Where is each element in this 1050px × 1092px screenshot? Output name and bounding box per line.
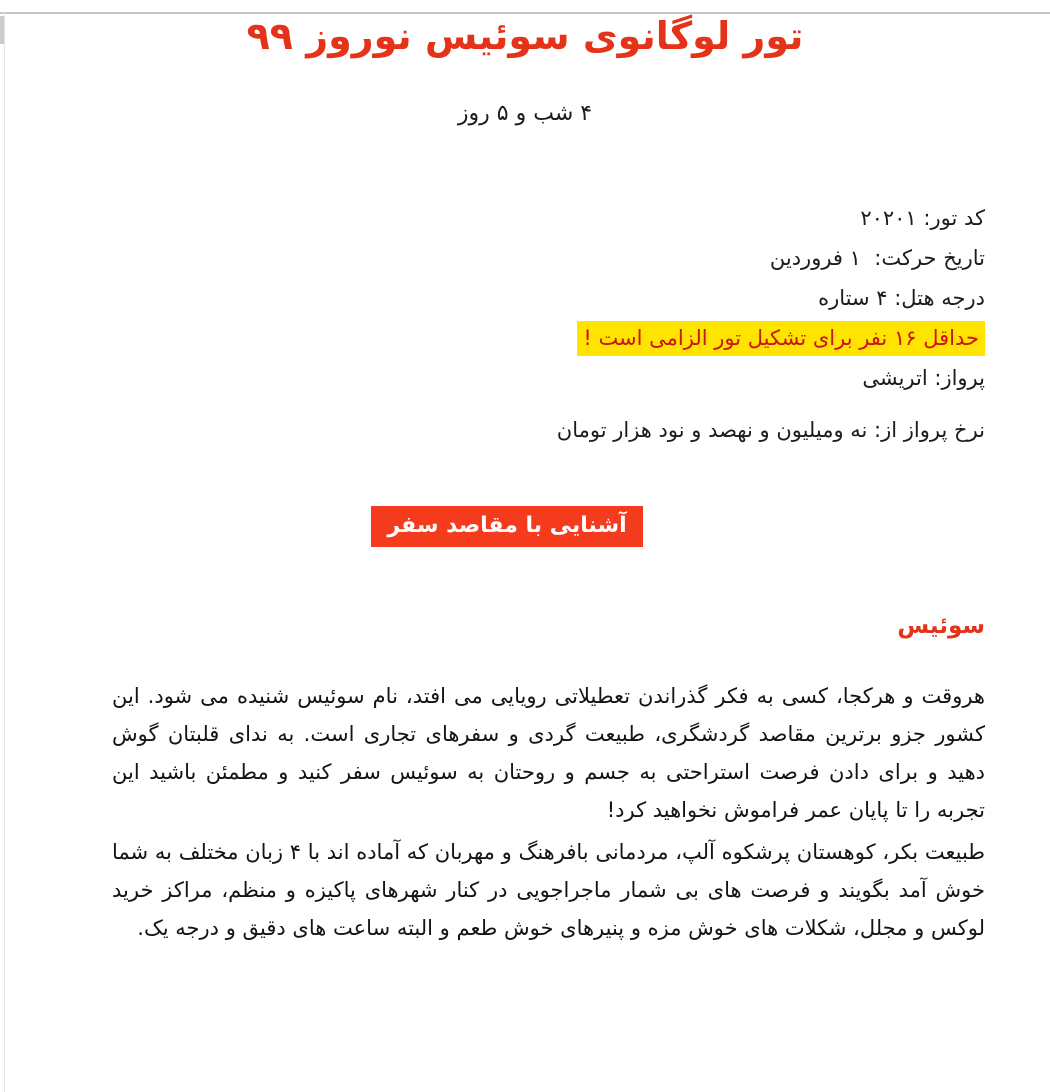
document-page bbox=[0, 12, 1050, 1092]
top-edge-line bbox=[0, 12, 1050, 14]
tour-code: کد تور: ۲۰۲۰۱ bbox=[860, 206, 985, 231]
banner-row bbox=[0, 506, 1050, 547]
departure-date: تاریخ حرکت: ۱ فروردین bbox=[769, 246, 985, 271]
hotel-grade: درجه هتل: ۴ ستاره bbox=[818, 286, 985, 311]
paragraph-1: هروقت و هرکجا، کسی به فکر گذراندن تعطیلاتی رویایی می افتد، نام سوئیس شنیده می شود. این کشور جزو برترین مقاصد گردشگری، طبیعت گردی و سفرهای تجاری است. به ندای قلبتان گوش دهید و برای دادن فرصت استراحتی به جسم و روحتان به سوئیس سفر کنید و مطمئن باشید این تجربه را تا پایان عمر فراموش نخواهید کرد! bbox=[112, 684, 985, 823]
paragraph-2: طبیعت بکر، کوهستان پرشکوه آلپ، مردمانی بافرهنگ و مهربان که آماده اند با ۴ زبان مختلف به شما خوش آمد بگویند و فرصت های بی شمار ماجراجویی در کنار شهرهای پاکیزه و منظم، مراکز خرید لوکس و مجلل، شکلات های خوش مزه و پنیرهای خوش طعم و البته ساعت های دقیق و درجه یک. bbox=[112, 840, 986, 941]
flight-price: نرخ پرواز از: نه ومیلیون و نهصد و نود هزار تومان bbox=[556, 418, 985, 443]
left-edge-line bbox=[4, 12, 5, 1092]
section-heading-switzerland: سوئیس bbox=[897, 613, 985, 640]
minimum-pax-row bbox=[0, 318, 985, 358]
destinations-banner: آشنایی با مقاصد سفر bbox=[371, 506, 642, 547]
page-title: تور لوگانوی سوئیس نوروز ۹۹ bbox=[246, 14, 804, 58]
minimum-pax-highlight: حداقل ۱۶ نفر برای تشکیل تور الزامی است ! bbox=[577, 321, 985, 356]
tour-info-block bbox=[0, 198, 1050, 450]
left-edge-notch bbox=[0, 16, 4, 44]
page-subtitle: ۴ شب و ۵ روز bbox=[457, 101, 593, 127]
section-body bbox=[0, 677, 1050, 947]
flight-airline: پرواز: اتریشی bbox=[862, 366, 985, 391]
